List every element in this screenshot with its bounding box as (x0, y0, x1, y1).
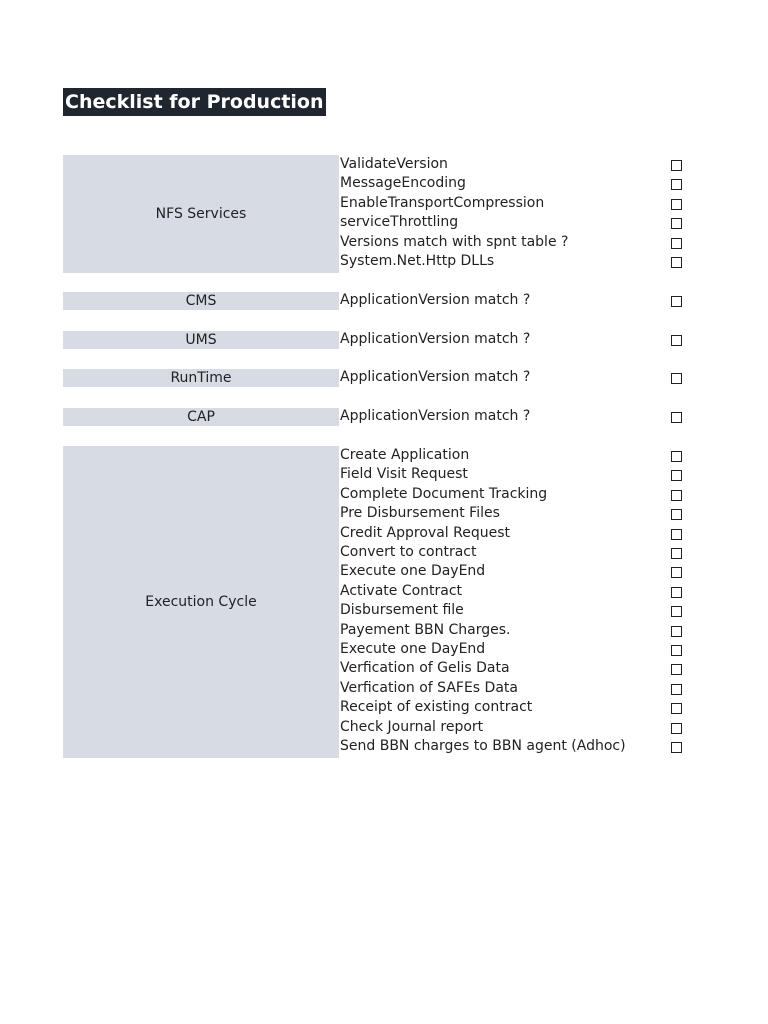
checklist-item-label: ValidateVersion (340, 156, 448, 172)
checklist-item-label: ApplicationVersion match ? (340, 369, 531, 386)
checkbox[interactable] (671, 567, 682, 578)
checkbox[interactable] (671, 742, 682, 753)
checkbox[interactable] (671, 238, 682, 249)
checkbox[interactable] (671, 529, 682, 540)
checkbox[interactable] (671, 218, 682, 229)
category-label: UMS (63, 331, 339, 349)
category-label: Execution Cycle (63, 446, 339, 758)
checkbox[interactable] (671, 548, 682, 559)
checkbox[interactable] (671, 335, 682, 346)
checkbox[interactable] (671, 451, 682, 462)
checkbox[interactable] (671, 587, 682, 598)
checklist-item-label: Activate Contract (340, 582, 463, 599)
category-label: CAP (63, 408, 339, 426)
section-cms (63, 291, 703, 310)
checkbox[interactable] (671, 684, 682, 695)
checkbox[interactable] (671, 723, 682, 734)
checkbox[interactable] (671, 664, 682, 675)
checkbox[interactable] (671, 412, 682, 423)
checklist-item-label: Execute one DayEnd (340, 563, 486, 580)
checklist-item-label: Create Application (340, 447, 470, 463)
checkbox[interactable] (671, 703, 682, 714)
document-title: Checklist for Production (63, 88, 326, 116)
checklist-item-label: System.Net.Http DLLs (340, 253, 495, 269)
checkbox[interactable] (671, 160, 682, 171)
checklist-item-label: Check Journal report (340, 718, 484, 735)
checklist-item-label: Disbursement file (340, 602, 464, 619)
checkbox[interactable] (671, 490, 682, 501)
checkbox[interactable] (671, 470, 682, 481)
checklist-item-label: ApplicationVersion match ? (340, 408, 531, 425)
checkbox[interactable] (671, 509, 682, 520)
checklist-item-label: Credit Approval Request (340, 524, 510, 541)
category-label: RunTime (63, 369, 339, 387)
checkbox[interactable] (671, 626, 682, 637)
category-label: NFS Services (63, 155, 339, 273)
checkbox[interactable] (671, 606, 682, 617)
checklist-item-label: ApplicationVersion match ? (340, 291, 531, 308)
checklist-item-label: Execute one DayEnd (340, 641, 486, 657)
checklist-item-label: Convert to contract (340, 544, 477, 560)
section-execution-cycle (63, 446, 703, 756)
category-label: CMS (63, 292, 339, 310)
checklist-item-label: Verfication of SAFEs Data (340, 679, 518, 696)
checkbox[interactable] (671, 257, 682, 268)
section-nfs-services (63, 155, 703, 271)
checkbox[interactable] (671, 645, 682, 656)
checklist-item-label: ApplicationVersion match ? (340, 330, 531, 347)
checklist-item-label: Payement BBN Charges. (340, 621, 511, 638)
checklist-item-label: Pre Disbursement Files (340, 505, 500, 522)
checklist-item-label: Send BBN charges to BBN agent (Adhoc) (340, 738, 626, 754)
checklist-item-label: serviceThrottling (340, 214, 459, 231)
section-runtime (63, 368, 703, 387)
checklist-item-label: Complete Document Tracking (340, 485, 548, 502)
checkbox[interactable] (671, 199, 682, 210)
checklist-item-label: EnableTransportCompression (340, 194, 545, 211)
checkbox[interactable] (671, 373, 682, 384)
checklist-item-label: MessageEncoding (340, 175, 466, 192)
section-ums (63, 330, 703, 349)
section-cap (63, 407, 703, 426)
checkbox[interactable] (671, 179, 682, 190)
checklist-item-label: Verfication of Gelis Data (340, 660, 510, 677)
checklist-item-label: Field Visit Request (340, 466, 468, 483)
checklist-item-label: Receipt of existing contract (340, 699, 533, 716)
checklist-item-label: Versions match with spnt table ? (340, 233, 569, 250)
checkbox[interactable] (671, 296, 682, 307)
